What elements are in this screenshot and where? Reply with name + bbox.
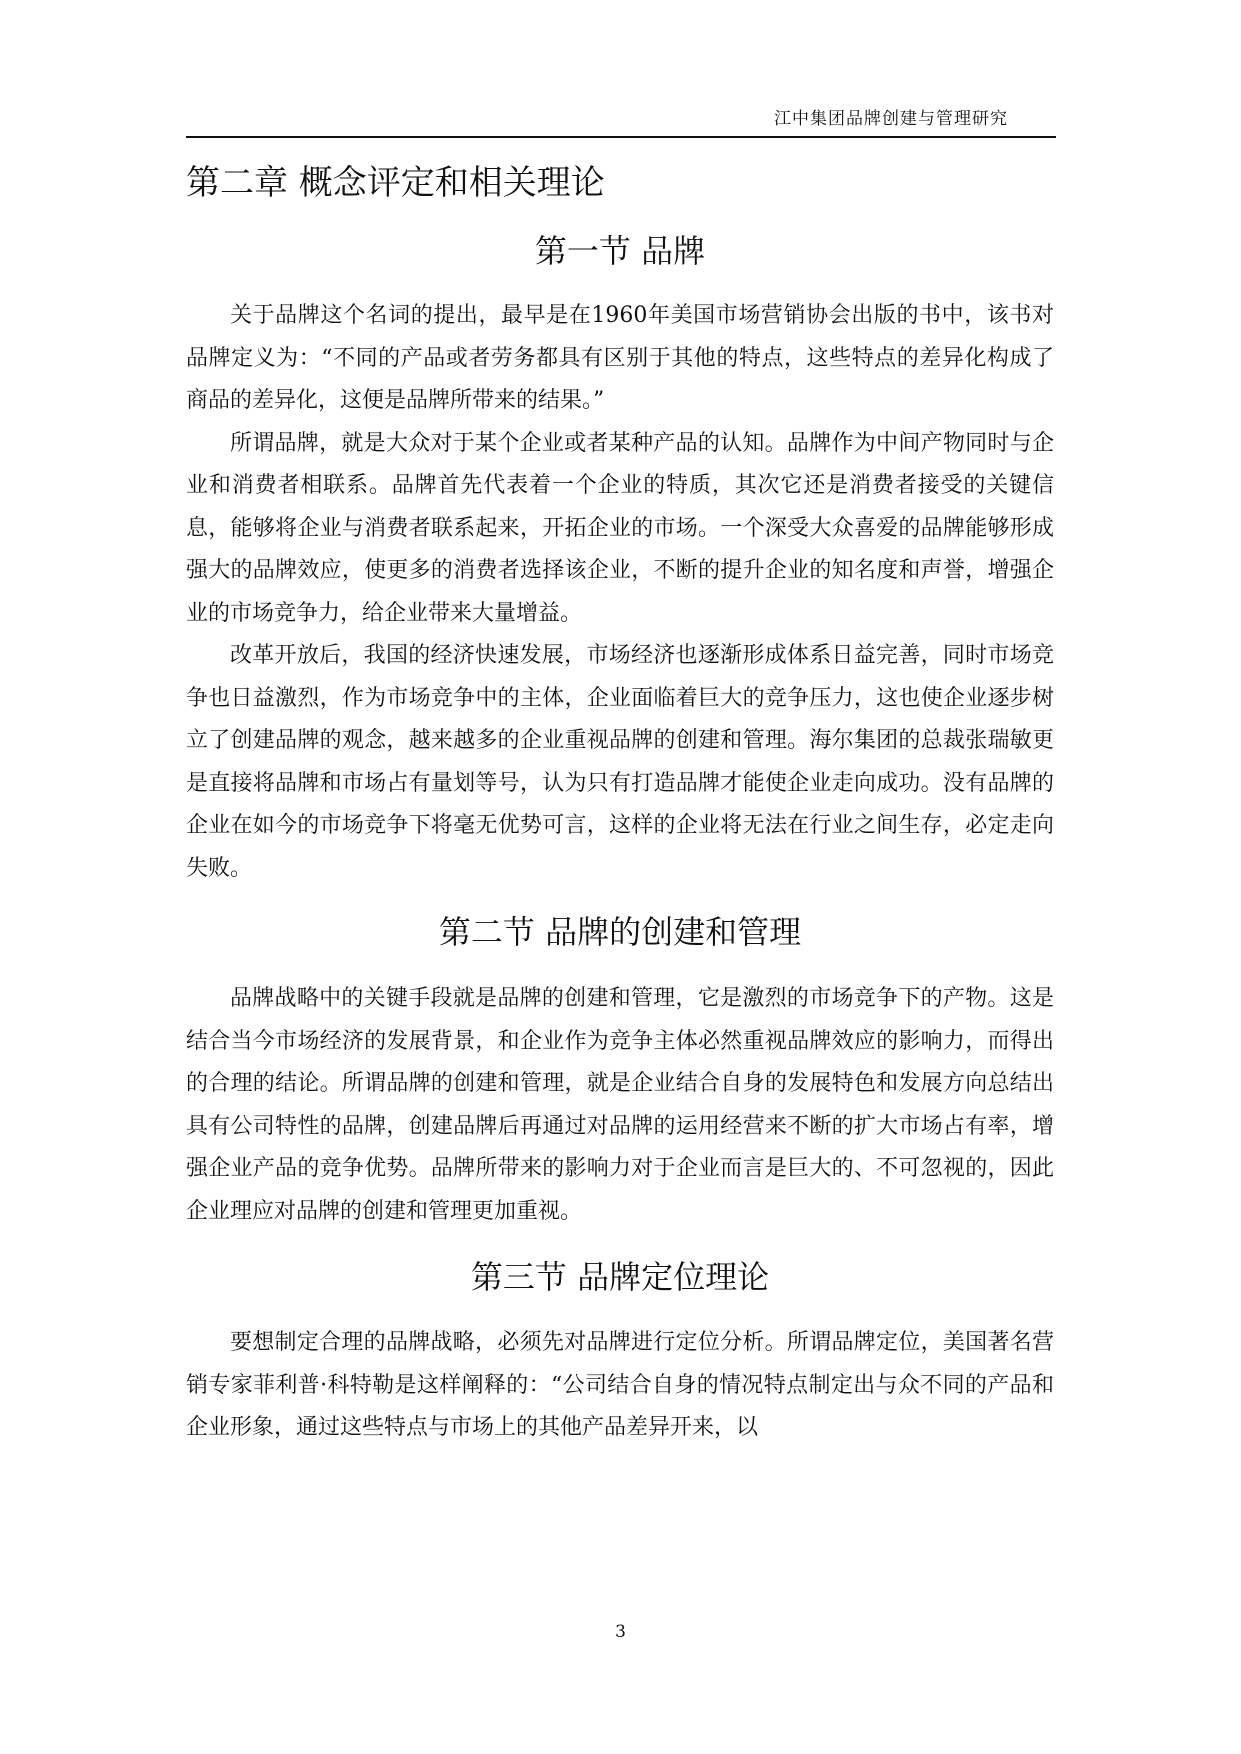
section-3-body [186, 1322, 1054, 1450]
paragraph: 关于品牌这个名词的提出，最早是在1960年美国市场营销协会出版的书中，该书对品牌定义为：“不同的产品或者劳务都具有区别于其他的特点，这些特点的差异化构成了商品的差异化，这便是品牌所带来的结果。” [186, 303, 1054, 413]
paragraph: 改革开放后，我国的经济快速发展，市场经济也逐渐形成体系日益完善，同时市场竞争也日益激烈，作为市场竞争中的主体，企业面临着巨大的竞争压力，这也使企业逐步树立了创建品牌的观念，越来越多的企业重视品牌的创建和管理。海尔集团的总裁张瑞敏更是直接将品牌和市场占有量划等号，认为只有打造品牌才能使企业走向成功。没有品牌的企业在如今的市场竞争下将毫无优势可言，这样的企业将无法在行业之间生存，必定走向失败。 [186, 643, 1054, 881]
section-2-body [186, 978, 1054, 1233]
running-header [186, 100, 1056, 138]
section-title-2: 第二节 品牌的创建和管理 [438, 913, 802, 951]
paragraph: 所谓品牌，就是大众对于某个企业或者某种产品的认知。品牌作为中间产物同时与企业和消费者相联系。品牌首先代表着一个企业的特质，其次它还是消费者接受的关键信息，能够将企业与消费者联系起来，开拓企业的市场。一个深受大众喜爱的品牌能够形成强大的品牌效应，使更多的消费者选择该企业，不断的提升企业的知名度和声誉，增强企业的市场竞争力，给企业带来大量增益。 [186, 430, 1054, 626]
running-header-title: 江中集团品牌创建与管理研究 [774, 109, 1008, 129]
section-1-body [186, 295, 1054, 890]
section-title-1: 第一节 品牌 [534, 232, 706, 270]
page-number: 3 [615, 1622, 626, 1642]
paragraph: 品牌战略中的关键手段就是品牌的创建和管理，它是激烈的市场竞争下的产物。这是结合当今市场经济的发展背景，和企业作为竞争主体必然重视品牌效应的影响力，而得出的合理的结论。所谓品牌的创建和管理，就是企业结合自身的发展特色和发展方向总结出具有公司特性的品牌，创建品牌后再通过对品牌的运用经营来不断的扩大市场占有率，增强企业产品的竞争优势。品牌所带来的影响力对于企业而言是巨大的、不可忽视的，因此企业理应对品牌的创建和管理更加重视。 [186, 986, 1054, 1224]
paragraph: 要想制定合理的品牌战略，必须先对品牌进行定位分析。所谓品牌定位，美国著名营销专家菲利普·科特勒是这样阐释的：“公司结合自身的情况特点制定出与众不同的产品和企业形象，通过这些特点与市场上的其他产品差异开来，以 [186, 1330, 1054, 1440]
section-title-3: 第三节 品牌定位理论 [470, 1258, 770, 1296]
chapter-title: 第二章 概念评定和相关理论 [186, 163, 605, 203]
page-content [186, 160, 1054, 1450]
